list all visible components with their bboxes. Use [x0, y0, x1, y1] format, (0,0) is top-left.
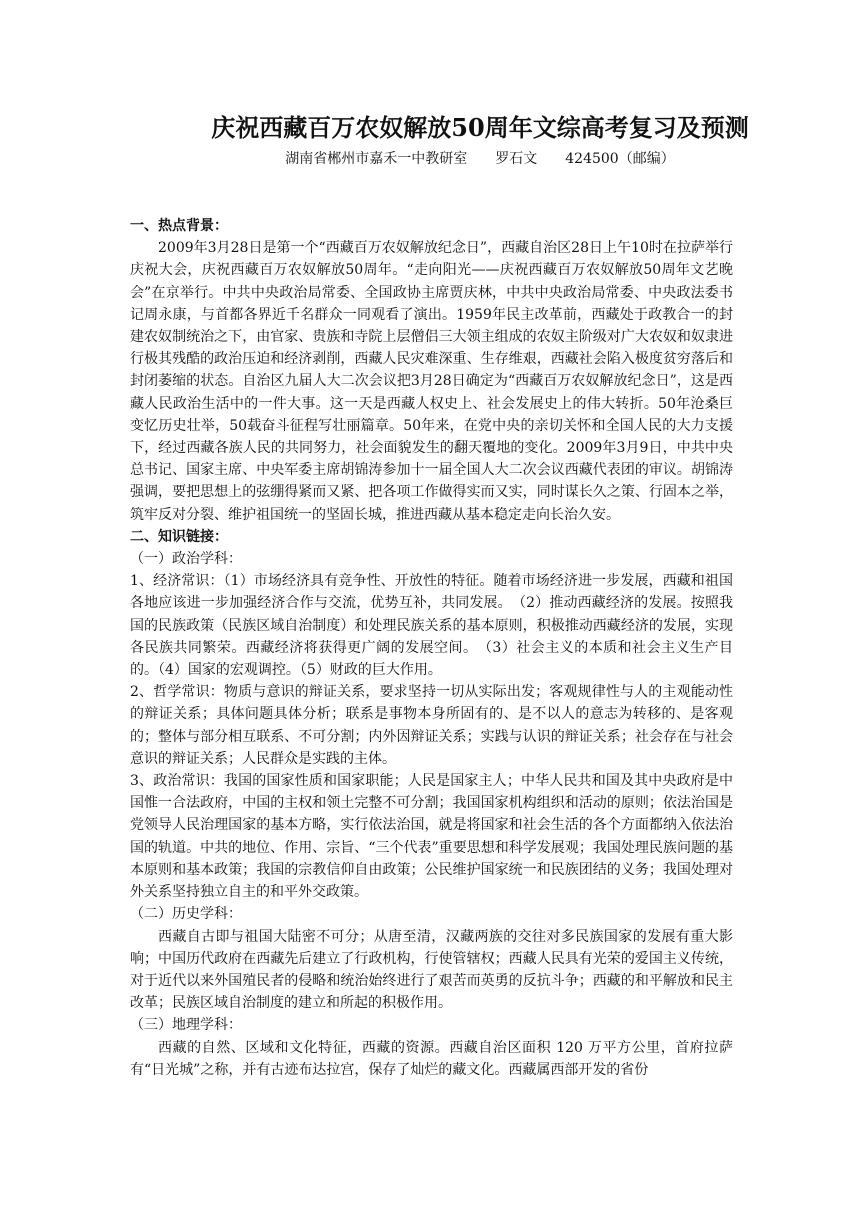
section-heading-hot-background: 一、热点背景：	[130, 218, 228, 234]
paragraph-hot-background: 2009年3月28日是第一个“西藏百万农奴解放纪念日”，西藏自治区28日上午10时在拉萨举行庆祝大会，庆祝西藏百万农奴解放50周年。“走向阳光——庆祝西藏百万农奴解放50周年文艺晚会”在京举行。中共中央政治局常委、全国政协主席贾庆林，中共中央政治局常委、中央政法委书记周永康，与首都各界近千名群众一同观看了演出。1959年民主改革前，西藏处于政教合一的封建农奴制统治之下，由官家、贵族和寺院上层僧侣三大领主组成的农奴主阶级对广大农奴和奴隶进行极其残酷的政治压迫和经济剥削，西藏人民灾难深重、生存维艰，西藏社会陷入极度贫穷落后和封闭萎缩的状态。自治区九届人大二次会议把3月28日确定为“西藏百万农奴解放纪念日”，这是西藏人民政治生活中的一件大事。这一天是西藏人权史上、社会发展史上的伟大转折。50年沧桑巨变忆历史壮举，50载奋斗征程写壮丽篇章。50年来，在党中央的亲切关怀和全国人民的大力支援下，经过西藏各族人民的共同努力，社会面貌发生的翻天覆地的变化。2009年3月9日，中共中央总书记、国家主席、中央军委主席胡锦涛参加十一届全国人大二次会议西藏代表团的审议。胡锦涛强调，要把思想上的弦绷得紧而又紧、把各项工作做得实而又实，同时谋长久之策、行固本之举，筑牢反对分裂、维护祖国统一的坚固长城，推进西藏从基本稳定走向长治久安。	[130, 240, 733, 523]
document-body	[130, 215, 733, 1081]
paragraph-history: 西藏自古即与祖国大陆密不可分；从唐至清，汉藏两族的交往对多民族国家的发展有重大影响；中国历代政府在西藏先后建立了行政机构，行使管辖权；西藏人民具有光荣的爱国主义传统，对于近代以来外国殖民者的侵略和统治始终进行了艰苦而英勇的反抗斗争；西藏的和平解放和民主改革；民族区域自治制度的建立和所起的积极作用。	[130, 928, 733, 1012]
page-title: 庆祝西藏百万农奴解放50周年文综高考复习及预测	[211, 113, 749, 142]
paragraph-economics: 1、经济常识：（1）市场经济具有竞争性、开放性的特征。随着市场经济进一步发展，西藏和祖国各地应该进一步加强经济合作与交流，优势互补，共同发展。 （2）推动西藏经济的发展。按照我国的民族政策（民族区域自治制度）和处理民族关系的基本原则，积极推动西藏经济的发展，实现各民族共同繁荣。西藏经济将获得更广阔的发展空间。 （3）社会主义的本质和社会主义生产目的。（4）国家的宏观调控。（5）财政的巨大作用。	[130, 573, 733, 679]
section-heading-knowledge-links: 二、知识链接：	[130, 528, 228, 545]
subsection-heading-history: （二）历史学科：	[130, 906, 242, 923]
paragraph-geography: 西藏的自然、区域和文化特征，西藏的资源。西藏自治区面积 120 万平方公里，首府拉萨有“日光城”之称，并有古迹布达拉宫，保存了灿烂的藏文化。西藏属西部开发的省份	[130, 1039, 733, 1078]
author-byline: 湖南省郴州市嘉禾一中教研室 罗石文 424500（邮编）	[285, 151, 675, 167]
subsection-heading-geography: （三）地理学科：	[130, 1017, 242, 1034]
paragraph-political-common-sense: 3、政治常识：我国的国家性质和国家职能；人民是国家主人；中华人民共和国及其中央政府是中国惟一合法政府，中国的主权和领土完整不可分割；我国国家机构组织和活动的原则；依法治国是党领导人民治理国家的基本方略，实行依法治国，就是将国家和社会生活的各个方面都纳入依法治国的轨道。中共的地位、作用、宗旨、“三个代表”重要思想和科学发展观；我国处理民族问题的基本原则和基本政策；我国的宗教信仰自由政策；公民维护国家统一和民族团结的义务；我国处理对外关系坚持独立自主的和平外交政策。	[130, 773, 733, 901]
paragraph-philosophy: 2、哲学常识：物质与意识的辩证关系，要求坚持一切从实际出发；客观规律性与人的主观能动性的辩证关系；具体问题具体分析；联系是事物本身所固有的、是不以人的意志为转移的、是客观的；整体与部分相互联系、不可分割；内外因辩证关系；实践与认识的辩证关系；社会存在与社会意识的辩证关系；人民群众是实践的主体。	[130, 684, 733, 767]
subsection-heading-politics: （一）政治学科：	[130, 551, 242, 568]
